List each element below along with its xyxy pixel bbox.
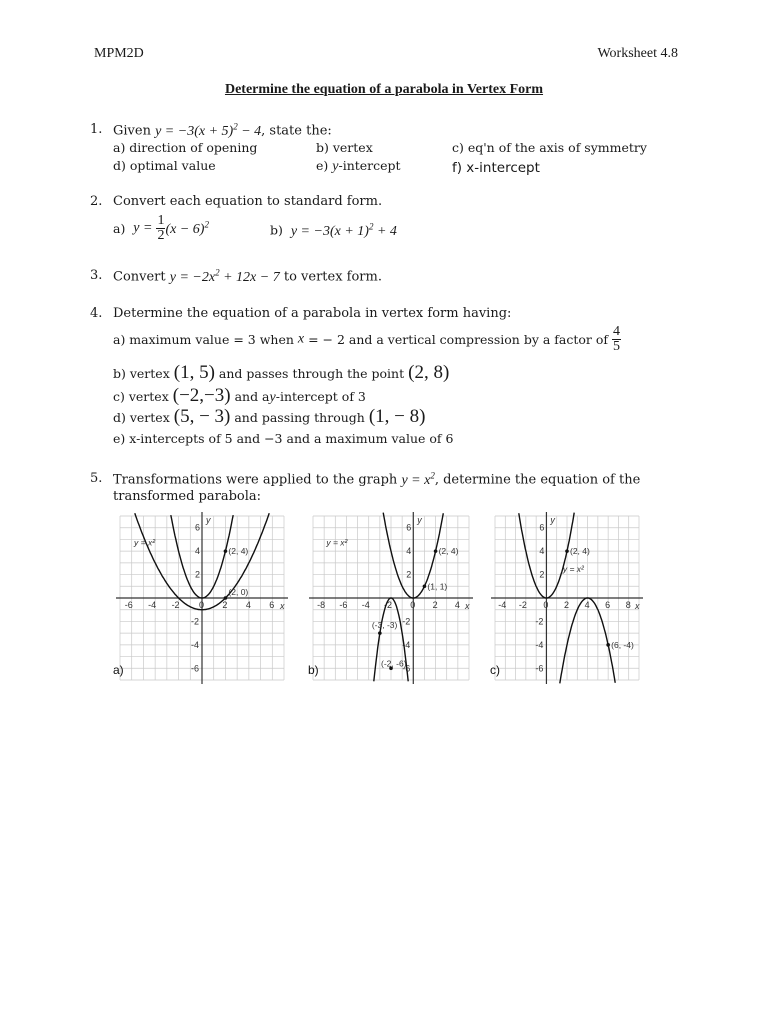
x-tick-label: 6 [269,600,275,610]
point-label: (2, 0) [228,587,249,597]
x-tick-label: 2 [564,600,570,610]
x-tick-label: -2 [518,600,527,610]
graph-c [487,508,647,688]
q5-prompt-line2: transformed parabola: [113,489,262,504]
x-tick-label: 6 [605,600,611,610]
parent-function-label: y = x² [134,537,156,548]
y-tick-label: 6 [406,522,412,533]
graph-label: b) [308,663,319,677]
q1-equation: $y = -3(x + 5)^2 - 4$ [155,121,262,139]
x-tick-label: -2 [171,600,180,610]
x-tick-label: 0 [543,600,549,610]
point-label: (1, 1) [427,581,448,592]
x-tick-label: -6 [124,600,133,610]
y-axis-label: y [206,515,211,525]
x-tick-label: 4 [245,600,251,610]
q1-item-d: d) optimal value [113,158,216,173]
point-marker [378,631,382,635]
y-tick-label: 6 [195,522,201,533]
x-axis-label: x [465,601,470,611]
q5-number: 5. [90,471,103,486]
q2-part-a: a) y = $\frac{1}{2}$ $(x - 6)^2$ [113,213,209,243]
x-tick-label: -4 [148,600,157,610]
course-code: MPM2D [94,46,144,61]
q1-item-f: f) x-intercept [452,160,540,176]
y-tick-label: 4 [539,546,545,557]
point-marker [434,549,438,553]
y-tick-label: 2 [406,569,412,580]
y-tick-label: 6 [539,522,545,533]
x-tick-label: 0 [410,600,416,610]
q1-prompt [113,121,332,140]
q1-number: 1. [90,122,103,137]
x-tick-label: 8 [625,600,631,610]
graph-a [112,508,292,688]
q1-item-b: b) vertex [316,140,373,155]
q4-item-c: c) vertex (−2,−3) and ay-intercept of 3 [113,385,366,406]
point-marker [224,596,228,600]
q3-prompt: Convert $y = -2x^2 + 12x - 7$ to vertex form. [113,267,382,285]
point-marker [565,549,569,553]
q4-item-a: a) maximum value = 3 when x = − 2 and a vertical compression by a factor of $\frac{4}{5}$ [113,324,620,354]
x-axis-label: x [635,601,640,611]
q4-item-b: b) vertex (1, 5) and passes through the point (2, 8) [113,362,450,383]
q4-a-fraction: $\frac{4}{5}$ [613,324,620,354]
parent-function-label: y = x² [562,564,584,575]
x-tick-label: 0 [199,600,205,610]
x-tick-label: -4 [361,600,370,610]
point-label: (6, -4) [611,639,634,650]
point-marker [606,643,610,647]
point-label: (-2, -6) [381,658,407,669]
point-label: (2, 4) [228,546,249,557]
graph-label: c) [490,663,500,677]
worksheet-number: Worksheet 4.8 [597,46,678,61]
q2-a-fraction: $\frac{1}{2}$ [157,213,165,243]
q4-prompt: Determine the equation of a parabola in vertex form having: [113,306,512,321]
point-label: (2, 4) [570,546,590,557]
graph-label: a) [113,663,124,677]
point-marker [423,584,427,588]
point-label: (2, 4) [438,546,459,557]
x-tick-label: 2 [222,600,228,610]
y-tick-label: 4 [406,546,412,557]
x-tick-label: -2 [384,600,393,610]
q2-number: 2. [90,194,103,209]
y-axis-label: y [417,515,422,525]
x-tick-label: -4 [498,600,507,610]
page-title: Determine the equation of a parabola in Vertex Form [224,82,544,97]
q5-prompt: Transformations were applied to the graph $y = x^2$, determine the equation of the [113,470,641,488]
y-tick-label: -6 [191,663,200,674]
q1-item-c: c) eq'n of the axis of symmetry [452,140,647,155]
q1-prompt-end: , state the: [261,123,332,139]
q2-prompt: Convert each equation to standard form. [113,194,383,209]
q1-item-e: e) y-intercept [316,158,401,174]
x-tick-label: 4 [584,600,590,610]
y-tick-label: -6 [535,663,544,674]
q4-item-e: e) x-intercepts of 5 and −3 and a maximum value of 6 [113,431,454,446]
x-tick-label: 2 [432,600,438,610]
y-tick-label: -4 [402,639,411,650]
y-tick-label: -6 [402,663,411,674]
y-tick-label: -2 [402,616,411,627]
y-tick-label: 2 [195,569,201,580]
y-tick-label: -4 [191,639,200,650]
x-tick-label: 4 [454,600,460,610]
q2-part-b: b) $y = -3(x + 1)^2 + 4$ [270,221,397,239]
point-label: (-3, -3) [371,620,398,631]
y-tick-label: -4 [535,639,544,650]
q4-number: 4. [90,306,103,321]
y-axis-label: y [550,515,555,525]
q1-item-a: a) direction of opening [113,140,258,155]
q1-prompt-start: Given [113,123,151,139]
q4-item-d: d) vertex (5, − 3) and passing through (1, − 8) [113,406,426,427]
x-tick-label: -6 [339,600,348,610]
y-tick-label: 2 [539,569,545,580]
x-axis-label: x [280,601,285,611]
y-tick-label: 4 [195,546,201,557]
graph-b [305,508,477,688]
parent-function-label: y = x² [326,537,348,548]
y-tick-label: -2 [191,616,200,627]
q3-number: 3. [90,268,103,283]
y-tick-label: -2 [535,616,544,627]
point-marker [224,549,228,553]
x-tick-label: -8 [317,600,326,610]
